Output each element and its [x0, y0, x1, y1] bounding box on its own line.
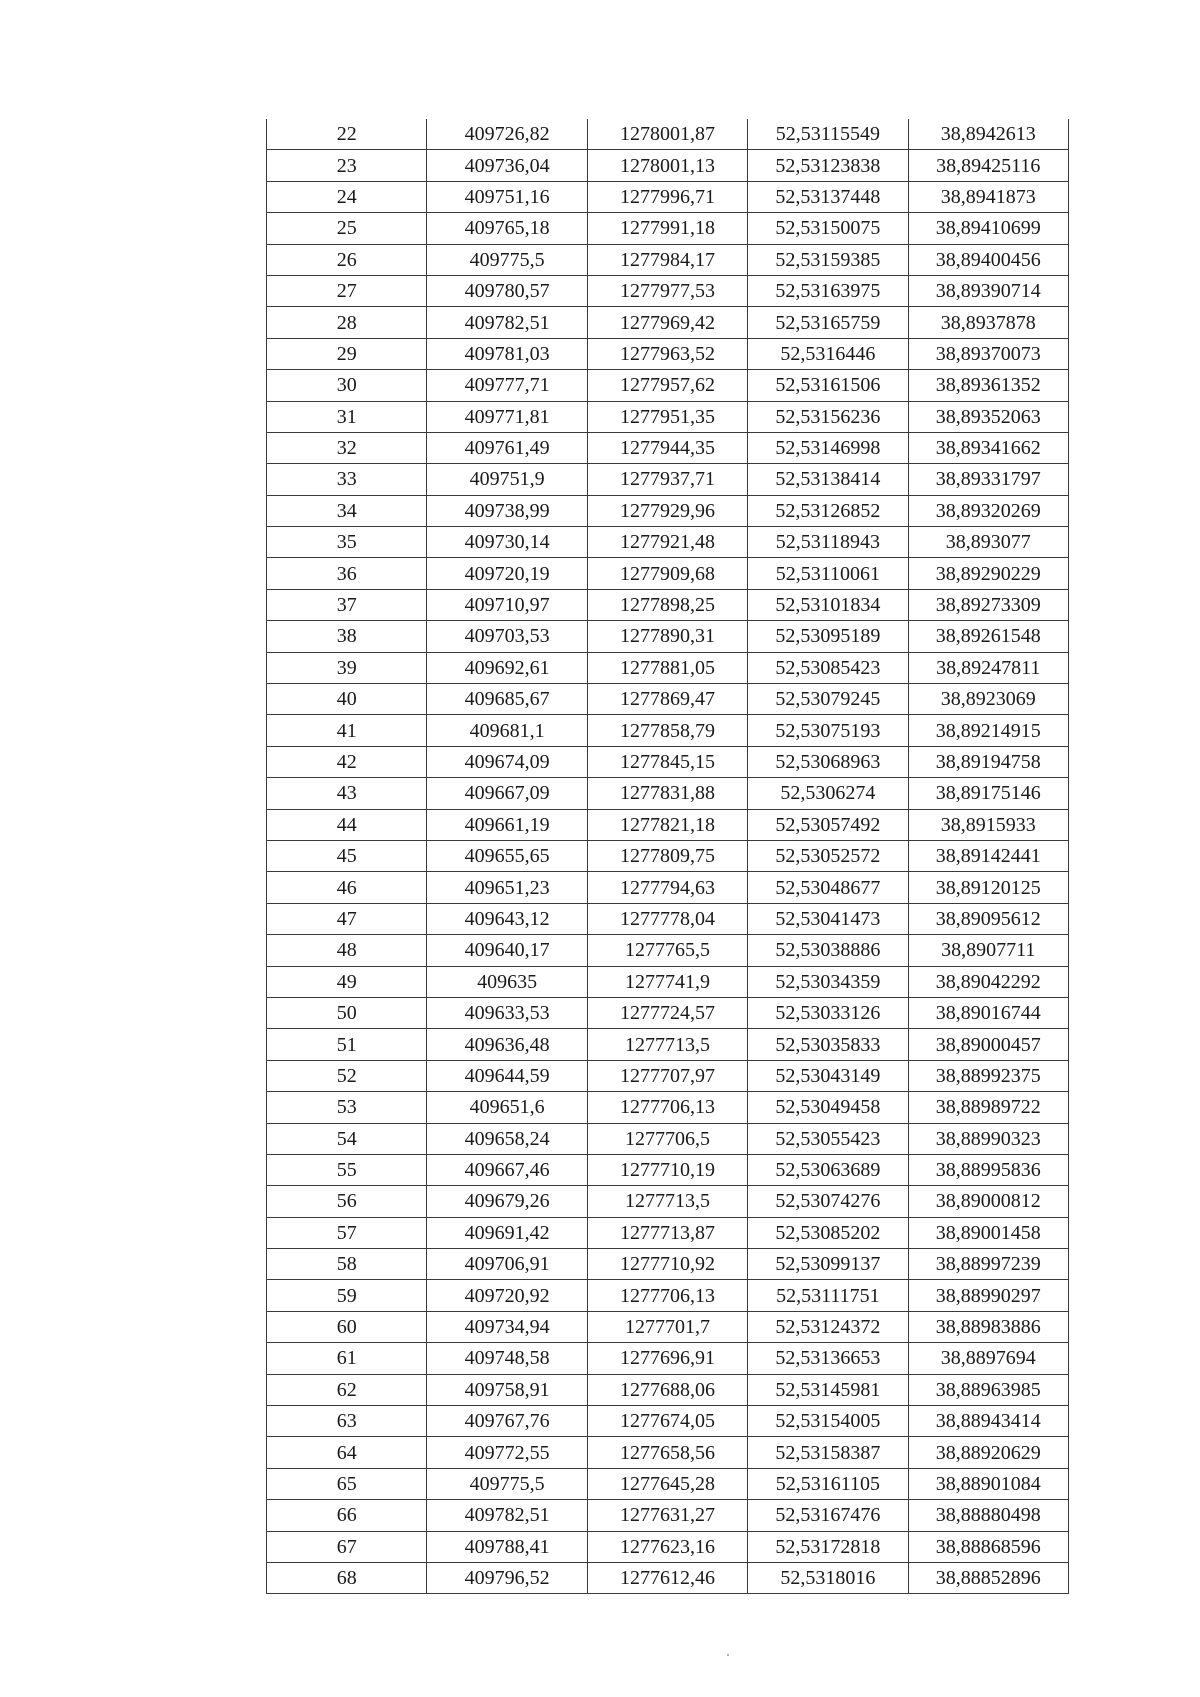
table-row: [267, 935, 1069, 966]
table-row: [267, 119, 1069, 150]
x-coordinate-cell: 409644,59: [427, 1060, 587, 1091]
table-row: [267, 558, 1069, 589]
table-row: [267, 715, 1069, 746]
point-number-cell: 63: [267, 1406, 427, 1437]
longitude-cell: 38,89361352: [908, 370, 1068, 401]
y-coordinate-cell: 1277688,06: [587, 1374, 747, 1405]
table-row: [267, 1311, 1069, 1342]
table-row: [267, 997, 1069, 1028]
point-number-cell: 47: [267, 903, 427, 934]
longitude-cell: 38,8897694: [908, 1343, 1068, 1374]
y-coordinate-cell: 1277645,28: [587, 1468, 747, 1499]
longitude-cell: 38,89194758: [908, 746, 1068, 777]
table-row: [267, 1562, 1069, 1593]
point-number-cell: 68: [267, 1562, 427, 1593]
point-number-cell: 59: [267, 1280, 427, 1311]
longitude-cell: 38,8942613: [908, 119, 1068, 150]
table-row: [267, 1500, 1069, 1531]
latitude-cell: 52,53156236: [748, 401, 908, 432]
x-coordinate-cell: 409651,23: [427, 872, 587, 903]
table-row: [267, 589, 1069, 620]
y-coordinate-cell: 1277696,91: [587, 1343, 747, 1374]
longitude-cell: 38,88989722: [908, 1092, 1068, 1123]
table-row: [267, 401, 1069, 432]
y-coordinate-cell: 1277909,68: [587, 558, 747, 589]
x-coordinate-cell: 409710,97: [427, 589, 587, 620]
point-number-cell: 39: [267, 652, 427, 683]
longitude-cell: 38,89000457: [908, 1029, 1068, 1060]
y-coordinate-cell: 1277707,97: [587, 1060, 747, 1091]
x-coordinate-cell: 409772,55: [427, 1437, 587, 1468]
x-coordinate-cell: 409667,09: [427, 778, 587, 809]
latitude-cell: 52,53154005: [748, 1406, 908, 1437]
x-coordinate-cell: 409720,92: [427, 1280, 587, 1311]
y-coordinate-cell: 1277845,15: [587, 746, 747, 777]
x-coordinate-cell: 409640,17: [427, 935, 587, 966]
y-coordinate-cell: 1277858,79: [587, 715, 747, 746]
table-row: [267, 746, 1069, 777]
longitude-cell: 38,88943414: [908, 1406, 1068, 1437]
x-coordinate-cell: 409796,52: [427, 1562, 587, 1593]
table-row: [267, 150, 1069, 181]
y-coordinate-cell: 1278001,87: [587, 119, 747, 150]
point-number-cell: 55: [267, 1154, 427, 1185]
table-row: [267, 1280, 1069, 1311]
x-coordinate-cell: 409643,12: [427, 903, 587, 934]
y-coordinate-cell: 1277701,7: [587, 1311, 747, 1342]
longitude-cell: 38,89000812: [908, 1186, 1068, 1217]
longitude-cell: 38,88995836: [908, 1154, 1068, 1185]
point-number-cell: 60: [267, 1311, 427, 1342]
latitude-cell: 52,53118943: [748, 527, 908, 558]
y-coordinate-cell: 1277710,19: [587, 1154, 747, 1185]
x-coordinate-cell: 409706,91: [427, 1249, 587, 1280]
x-coordinate-cell: 409788,41: [427, 1531, 587, 1562]
longitude-cell: 38,89175146: [908, 778, 1068, 809]
latitude-cell: 52,53063689: [748, 1154, 908, 1185]
latitude-cell: 52,53034359: [748, 966, 908, 997]
y-coordinate-cell: 1277921,48: [587, 527, 747, 558]
y-coordinate-cell: 1278001,13: [587, 150, 747, 181]
longitude-cell: 38,89214915: [908, 715, 1068, 746]
table-row: [267, 966, 1069, 997]
table-row: [267, 1154, 1069, 1185]
point-number-cell: 61: [267, 1343, 427, 1374]
table-row: [267, 1060, 1069, 1091]
y-coordinate-cell: 1277765,5: [587, 935, 747, 966]
latitude-cell: 52,53136653: [748, 1343, 908, 1374]
point-number-cell: 27: [267, 275, 427, 306]
latitude-cell: 52,53124372: [748, 1311, 908, 1342]
table-row: [267, 1406, 1069, 1437]
table-row: [267, 872, 1069, 903]
latitude-cell: 52,5318016: [748, 1562, 908, 1593]
x-coordinate-cell: 409651,6: [427, 1092, 587, 1123]
latitude-cell: 52,53095189: [748, 621, 908, 652]
y-coordinate-cell: 1277984,17: [587, 244, 747, 275]
point-number-cell: 23: [267, 150, 427, 181]
y-coordinate-cell: 1277713,5: [587, 1029, 747, 1060]
x-coordinate-cell: 409636,48: [427, 1029, 587, 1060]
latitude-cell: 52,53123838: [748, 150, 908, 181]
point-number-cell: 67: [267, 1531, 427, 1562]
y-coordinate-cell: 1277658,56: [587, 1437, 747, 1468]
y-coordinate-cell: 1277991,18: [587, 213, 747, 244]
latitude-cell: 52,53172818: [748, 1531, 908, 1562]
table-row: [267, 1029, 1069, 1060]
y-coordinate-cell: 1277710,92: [587, 1249, 747, 1280]
latitude-cell: 52,53165759: [748, 307, 908, 338]
x-coordinate-cell: 409674,09: [427, 746, 587, 777]
x-coordinate-cell: 409667,46: [427, 1154, 587, 1185]
table-row: [267, 432, 1069, 463]
point-number-cell: 24: [267, 181, 427, 212]
latitude-cell: 52,53111751: [748, 1280, 908, 1311]
point-number-cell: 49: [267, 966, 427, 997]
latitude-cell: 52,53049458: [748, 1092, 908, 1123]
point-number-cell: 25: [267, 213, 427, 244]
latitude-cell: 52,53110061: [748, 558, 908, 589]
point-number-cell: 45: [267, 840, 427, 871]
longitude-cell: 38,88920629: [908, 1437, 1068, 1468]
point-number-cell: 34: [267, 495, 427, 526]
x-coordinate-cell: 409720,19: [427, 558, 587, 589]
latitude-cell: 52,53137448: [748, 181, 908, 212]
longitude-cell: 38,89425116: [908, 150, 1068, 181]
point-number-cell: 30: [267, 370, 427, 401]
point-number-cell: 22: [267, 119, 427, 150]
longitude-cell: 38,88992375: [908, 1060, 1068, 1091]
longitude-cell: 38,89341662: [908, 432, 1068, 463]
y-coordinate-cell: 1277724,57: [587, 997, 747, 1028]
scan-speck: [727, 1654, 729, 1656]
x-coordinate-cell: 409685,67: [427, 684, 587, 715]
y-coordinate-cell: 1277821,18: [587, 809, 747, 840]
point-number-cell: 32: [267, 432, 427, 463]
point-number-cell: 50: [267, 997, 427, 1028]
point-number-cell: 38: [267, 621, 427, 652]
point-number-cell: 42: [267, 746, 427, 777]
latitude-cell: 52,53048677: [748, 872, 908, 903]
latitude-cell: 52,53038886: [748, 935, 908, 966]
latitude-cell: 52,53055423: [748, 1123, 908, 1154]
y-coordinate-cell: 1277951,35: [587, 401, 747, 432]
latitude-cell: 52,53161506: [748, 370, 908, 401]
y-coordinate-cell: 1277713,87: [587, 1217, 747, 1248]
x-coordinate-cell: 409780,57: [427, 275, 587, 306]
point-number-cell: 26: [267, 244, 427, 275]
longitude-cell: 38,89261548: [908, 621, 1068, 652]
latitude-cell: 52,5316446: [748, 338, 908, 369]
table-row: [267, 1374, 1069, 1405]
longitude-cell: 38,88990323: [908, 1123, 1068, 1154]
longitude-cell: 38,88901084: [908, 1468, 1068, 1499]
latitude-cell: 52,53074276: [748, 1186, 908, 1217]
table-row: [267, 621, 1069, 652]
x-coordinate-cell: 409726,82: [427, 119, 587, 150]
longitude-cell: 38,8923069: [908, 684, 1068, 715]
longitude-cell: 38,89320269: [908, 495, 1068, 526]
table-row: [267, 1186, 1069, 1217]
y-coordinate-cell: 1277706,13: [587, 1092, 747, 1123]
y-coordinate-cell: 1277713,5: [587, 1186, 747, 1217]
table-row: [267, 1249, 1069, 1280]
x-coordinate-cell: 409765,18: [427, 213, 587, 244]
table-row: [267, 809, 1069, 840]
latitude-cell: 52,53163975: [748, 275, 908, 306]
y-coordinate-cell: 1277612,46: [587, 1562, 747, 1593]
x-coordinate-cell: 409730,14: [427, 527, 587, 558]
point-number-cell: 54: [267, 1123, 427, 1154]
x-coordinate-cell: 409658,24: [427, 1123, 587, 1154]
x-coordinate-cell: 409703,53: [427, 621, 587, 652]
coordinates-table: [266, 119, 1069, 1594]
table-row: [267, 1531, 1069, 1562]
longitude-cell: 38,89095612: [908, 903, 1068, 934]
longitude-cell: 38,8937878: [908, 307, 1068, 338]
longitude-cell: 38,88880498: [908, 1500, 1068, 1531]
x-coordinate-cell: 409767,76: [427, 1406, 587, 1437]
x-coordinate-cell: 409781,03: [427, 338, 587, 369]
latitude-cell: 52,5306274: [748, 778, 908, 809]
latitude-cell: 52,53161105: [748, 1468, 908, 1499]
latitude-cell: 52,53126852: [748, 495, 908, 526]
longitude-cell: 38,8941873: [908, 181, 1068, 212]
y-coordinate-cell: 1277969,42: [587, 307, 747, 338]
point-number-cell: 29: [267, 338, 427, 369]
latitude-cell: 52,53057492: [748, 809, 908, 840]
latitude-cell: 52,53033126: [748, 997, 908, 1028]
point-number-cell: 44: [267, 809, 427, 840]
table-row: [267, 495, 1069, 526]
latitude-cell: 52,53085423: [748, 652, 908, 683]
coordinates-table-body: [267, 119, 1069, 1594]
y-coordinate-cell: 1277809,75: [587, 840, 747, 871]
point-number-cell: 51: [267, 1029, 427, 1060]
point-number-cell: 57: [267, 1217, 427, 1248]
latitude-cell: 52,53146998: [748, 432, 908, 463]
table-row: [267, 275, 1069, 306]
longitude-cell: 38,89390714: [908, 275, 1068, 306]
point-number-cell: 66: [267, 1500, 427, 1531]
point-number-cell: 37: [267, 589, 427, 620]
x-coordinate-cell: 409692,61: [427, 652, 587, 683]
y-coordinate-cell: 1277890,31: [587, 621, 747, 652]
longitude-cell: 38,89290229: [908, 558, 1068, 589]
latitude-cell: 52,53035833: [748, 1029, 908, 1060]
longitude-cell: 38,89120125: [908, 872, 1068, 903]
point-number-cell: 36: [267, 558, 427, 589]
longitude-cell: 38,89370073: [908, 338, 1068, 369]
table-row: [267, 1092, 1069, 1123]
point-number-cell: 53: [267, 1092, 427, 1123]
x-coordinate-cell: 409681,1: [427, 715, 587, 746]
latitude-cell: 52,53101834: [748, 589, 908, 620]
point-number-cell: 33: [267, 464, 427, 495]
x-coordinate-cell: 409655,65: [427, 840, 587, 871]
x-coordinate-cell: 409738,99: [427, 495, 587, 526]
x-coordinate-cell: 409775,5: [427, 244, 587, 275]
longitude-cell: 38,8915933: [908, 809, 1068, 840]
y-coordinate-cell: 1277741,9: [587, 966, 747, 997]
longitude-cell: 38,8907711: [908, 935, 1068, 966]
point-number-cell: 43: [267, 778, 427, 809]
x-coordinate-cell: 409736,04: [427, 150, 587, 181]
latitude-cell: 52,53075193: [748, 715, 908, 746]
table-row: [267, 244, 1069, 275]
longitude-cell: 38,89273309: [908, 589, 1068, 620]
x-coordinate-cell: 409751,9: [427, 464, 587, 495]
point-number-cell: 65: [267, 1468, 427, 1499]
table-row: [267, 1123, 1069, 1154]
table-row: [267, 778, 1069, 809]
point-number-cell: 52: [267, 1060, 427, 1091]
x-coordinate-cell: 409748,58: [427, 1343, 587, 1374]
longitude-cell: 38,88983886: [908, 1311, 1068, 1342]
table-row: [267, 1343, 1069, 1374]
y-coordinate-cell: 1277963,52: [587, 338, 747, 369]
x-coordinate-cell: 409777,71: [427, 370, 587, 401]
point-number-cell: 62: [267, 1374, 427, 1405]
x-coordinate-cell: 409758,91: [427, 1374, 587, 1405]
longitude-cell: 38,89410699: [908, 213, 1068, 244]
y-coordinate-cell: 1277778,04: [587, 903, 747, 934]
y-coordinate-cell: 1277706,5: [587, 1123, 747, 1154]
table-row: [267, 684, 1069, 715]
point-number-cell: 40: [267, 684, 427, 715]
y-coordinate-cell: 1277881,05: [587, 652, 747, 683]
longitude-cell: 38,88963985: [908, 1374, 1068, 1405]
longitude-cell: 38,88997239: [908, 1249, 1068, 1280]
y-coordinate-cell: 1277929,96: [587, 495, 747, 526]
y-coordinate-cell: 1277794,63: [587, 872, 747, 903]
latitude-cell: 52,53145981: [748, 1374, 908, 1405]
table-row: [267, 181, 1069, 212]
x-coordinate-cell: 409691,42: [427, 1217, 587, 1248]
longitude-cell: 38,89001458: [908, 1217, 1068, 1248]
table-row: [267, 1217, 1069, 1248]
point-number-cell: 31: [267, 401, 427, 432]
table-row: [267, 652, 1069, 683]
y-coordinate-cell: 1277631,27: [587, 1500, 747, 1531]
longitude-cell: 38,89352063: [908, 401, 1068, 432]
x-coordinate-cell: 409679,26: [427, 1186, 587, 1217]
latitude-cell: 52,53150075: [748, 213, 908, 244]
latitude-cell: 52,53158387: [748, 1437, 908, 1468]
y-coordinate-cell: 1277937,71: [587, 464, 747, 495]
longitude-cell: 38,88990297: [908, 1280, 1068, 1311]
point-number-cell: 41: [267, 715, 427, 746]
point-number-cell: 46: [267, 872, 427, 903]
table-row: [267, 840, 1069, 871]
x-coordinate-cell: 409633,53: [427, 997, 587, 1028]
longitude-cell: 38,89331797: [908, 464, 1068, 495]
table-row: [267, 527, 1069, 558]
table-row: [267, 213, 1069, 244]
x-coordinate-cell: 409661,19: [427, 809, 587, 840]
latitude-cell: 52,53099137: [748, 1249, 908, 1280]
y-coordinate-cell: 1277944,35: [587, 432, 747, 463]
longitude-cell: 38,89016744: [908, 997, 1068, 1028]
table-row: [267, 307, 1069, 338]
latitude-cell: 52,53138414: [748, 464, 908, 495]
latitude-cell: 52,53167476: [748, 1500, 908, 1531]
x-coordinate-cell: 409775,5: [427, 1468, 587, 1499]
longitude-cell: 38,89042292: [908, 966, 1068, 997]
longitude-cell: 38,89247811: [908, 652, 1068, 683]
longitude-cell: 38,893077: [908, 527, 1068, 558]
y-coordinate-cell: 1277898,25: [587, 589, 747, 620]
latitude-cell: 52,53052572: [748, 840, 908, 871]
point-number-cell: 48: [267, 935, 427, 966]
x-coordinate-cell: 409761,49: [427, 432, 587, 463]
x-coordinate-cell: 409734,94: [427, 1311, 587, 1342]
longitude-cell: 38,88852896: [908, 1562, 1068, 1593]
y-coordinate-cell: 1277674,05: [587, 1406, 747, 1437]
table-row: [267, 370, 1069, 401]
x-coordinate-cell: 409782,51: [427, 1500, 587, 1531]
point-number-cell: 56: [267, 1186, 427, 1217]
latitude-cell: 52,53085202: [748, 1217, 908, 1248]
table-row: [267, 1468, 1069, 1499]
longitude-cell: 38,89400456: [908, 244, 1068, 275]
latitude-cell: 52,53068963: [748, 746, 908, 777]
latitude-cell: 52,53115549: [748, 119, 908, 150]
table-row: [267, 903, 1069, 934]
table-row: [267, 338, 1069, 369]
y-coordinate-cell: 1277869,47: [587, 684, 747, 715]
table-row: [267, 1437, 1069, 1468]
latitude-cell: 52,53079245: [748, 684, 908, 715]
y-coordinate-cell: 1277706,13: [587, 1280, 747, 1311]
latitude-cell: 52,53043149: [748, 1060, 908, 1091]
y-coordinate-cell: 1277623,16: [587, 1531, 747, 1562]
point-number-cell: 58: [267, 1249, 427, 1280]
point-number-cell: 35: [267, 527, 427, 558]
x-coordinate-cell: 409635: [427, 966, 587, 997]
y-coordinate-cell: 1277977,53: [587, 275, 747, 306]
longitude-cell: 38,89142441: [908, 840, 1068, 871]
y-coordinate-cell: 1277831,88: [587, 778, 747, 809]
latitude-cell: 52,53041473: [748, 903, 908, 934]
x-coordinate-cell: 409782,51: [427, 307, 587, 338]
point-number-cell: 28: [267, 307, 427, 338]
longitude-cell: 38,88868596: [908, 1531, 1068, 1562]
latitude-cell: 52,53159385: [748, 244, 908, 275]
y-coordinate-cell: 1277996,71: [587, 181, 747, 212]
y-coordinate-cell: 1277957,62: [587, 370, 747, 401]
table-row: [267, 464, 1069, 495]
x-coordinate-cell: 409771,81: [427, 401, 587, 432]
point-number-cell: 64: [267, 1437, 427, 1468]
x-coordinate-cell: 409751,16: [427, 181, 587, 212]
